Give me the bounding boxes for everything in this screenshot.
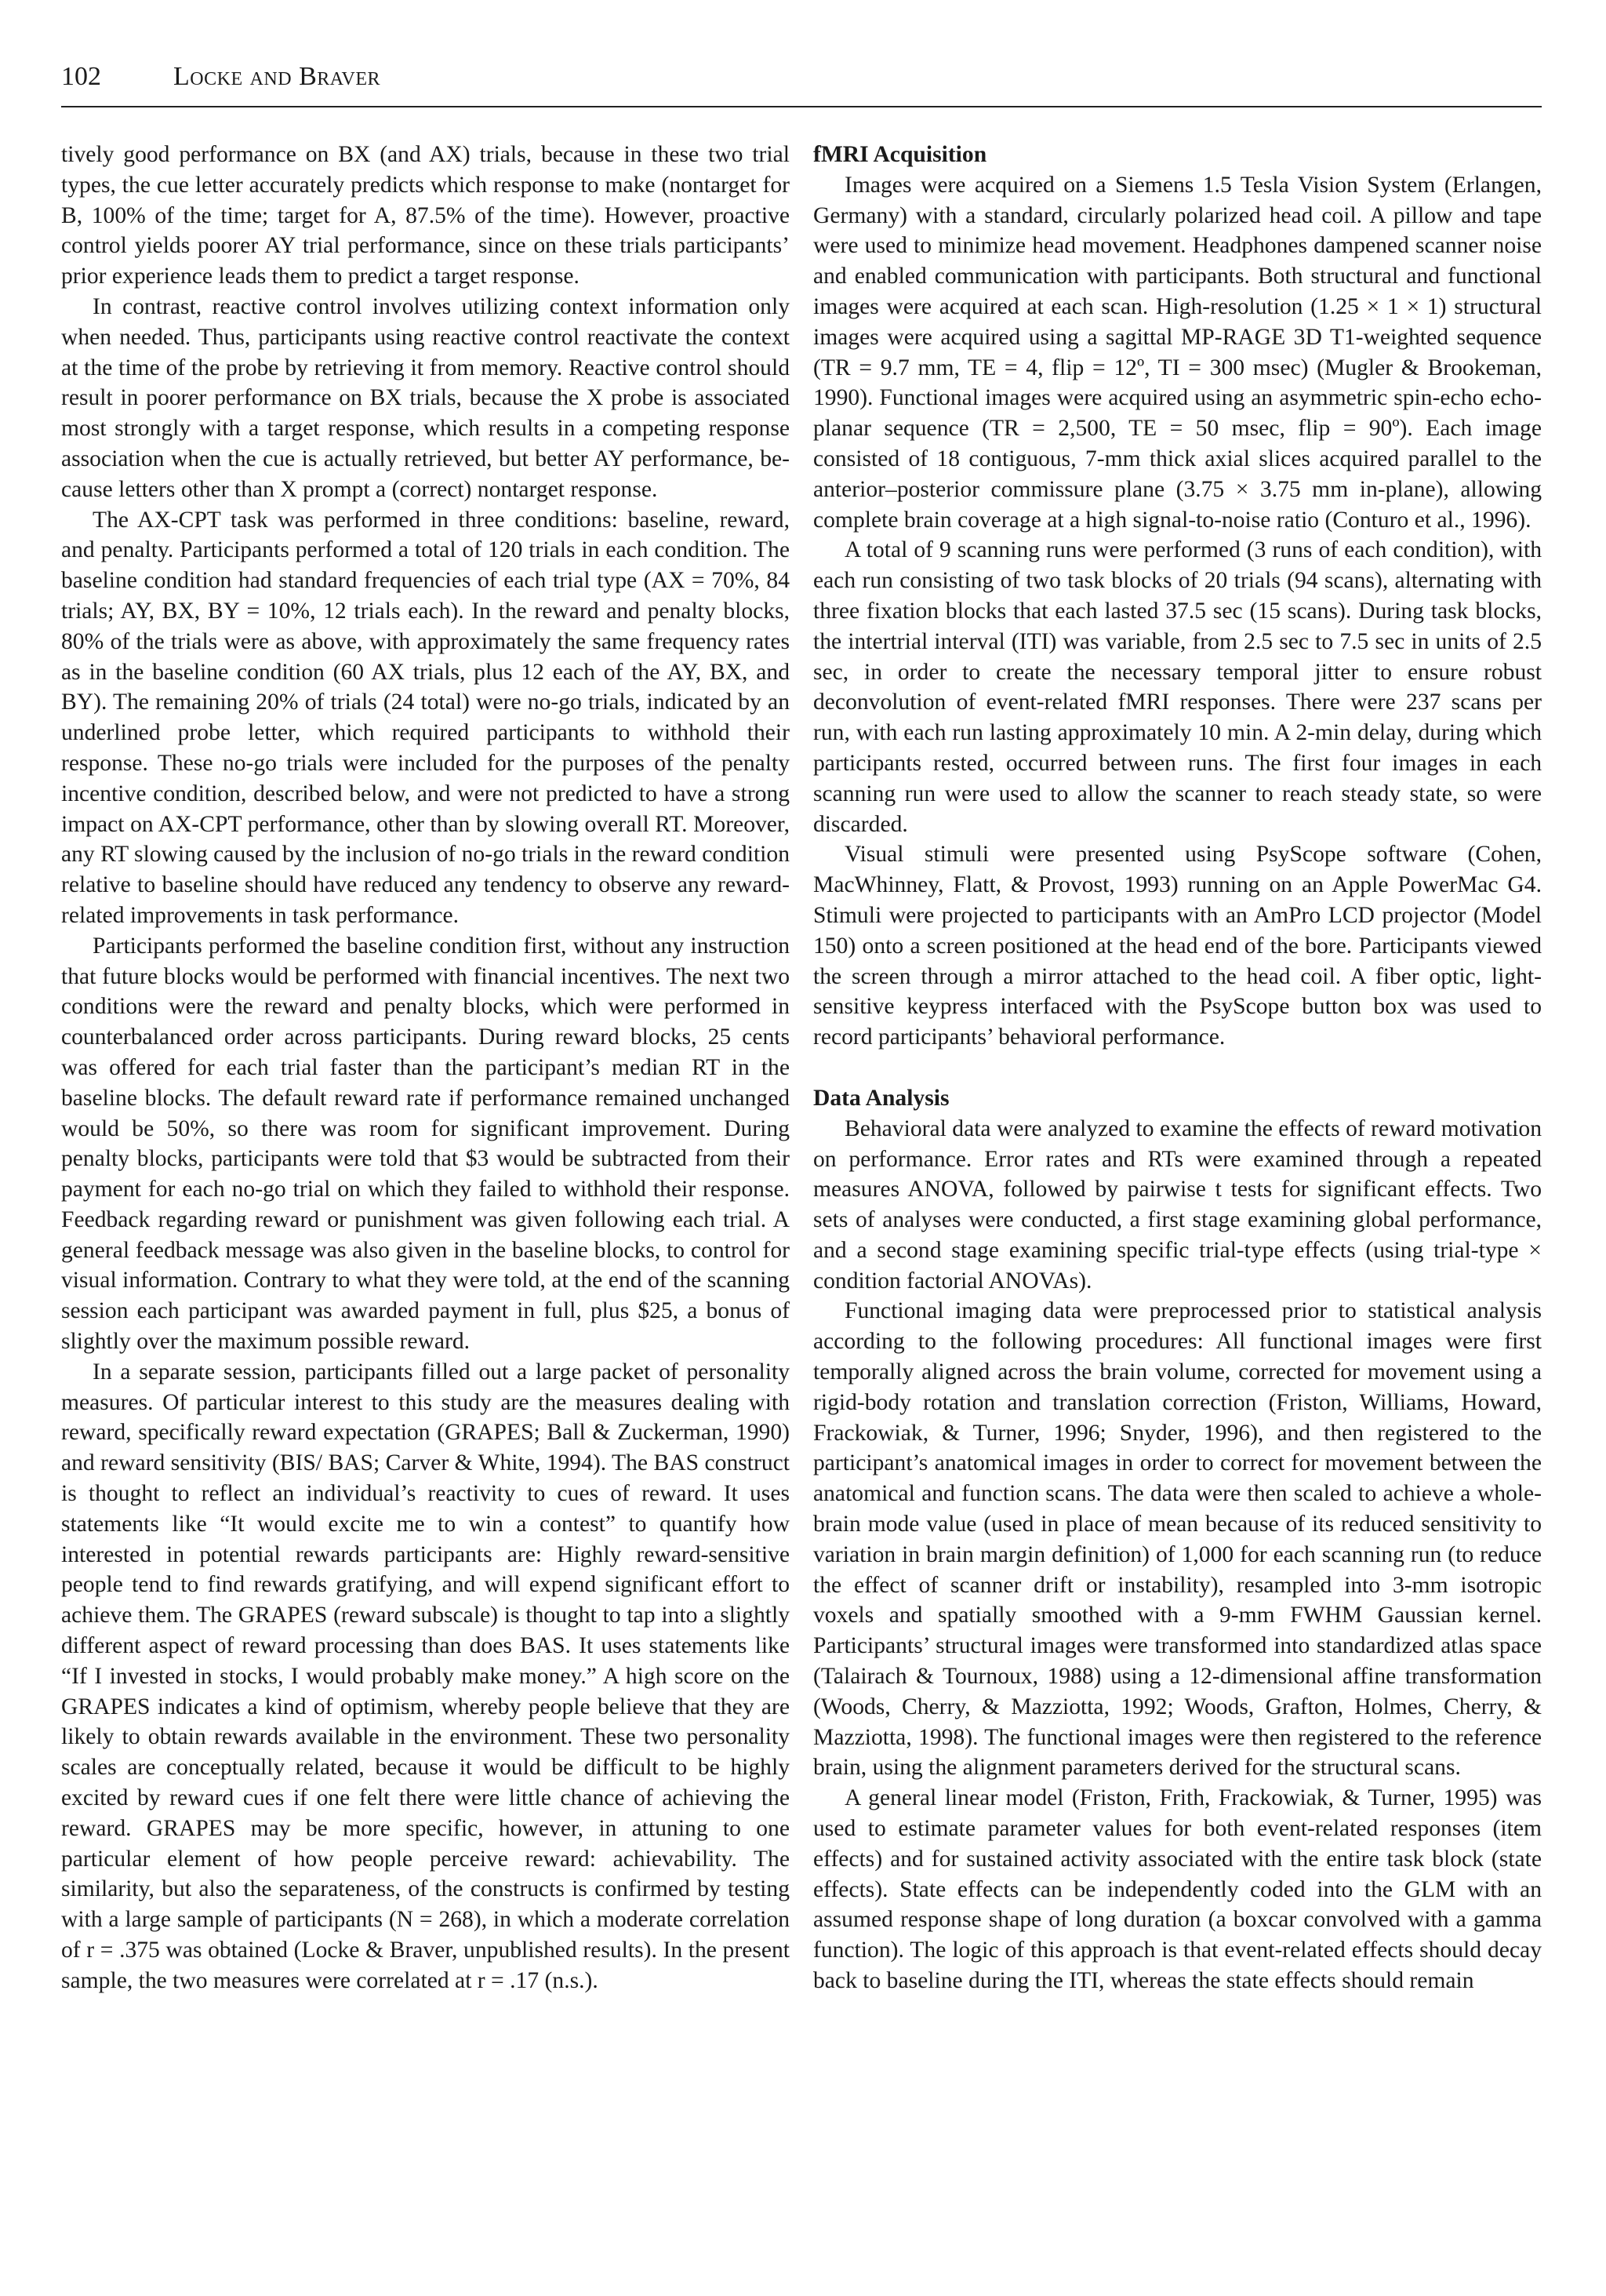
- body-paragraph: Functional imaging data were preprocessed prior to statistical analysis according to the following procedures: All functional images were first temporally aligned across the brain volume, corrected for movement using a rigid-body rotation and translation correction (Friston, Williams, Howard, Frackowiak, & Turner, 1996; Snyder, 1996), and then registered to the participant’s anatomical images in order to correct for movement between the anatomical and function scans. The data were then scaled to achieve a whole-brain mode value (used in place of mean because of its reduced sensitivity to variation in brain margin definition) of 1,000 for each scanning run (to reduce the effect of scanner drift or instability), resampled into 3-mm isotropic voxels and spatially smoothed with a 9-mm FWHM Gaussian kernel. Participants’ structural images were transformed into standardized atlas space (Talairach & Tournoux, 1988) using a 12-dimensional affine transformation (Woods, Cherry, & Mazziotta, 1992; Woods, Grafton, Holmes, Cherry, & Mazziotta, 1998). The functional images were then registered to the reference brain, using the alignment parameters derived for the structural scans.: [813, 1298, 1542, 1781]
- body-paragraph: Behavioral data were analyzed to examine the effects of reward motivation on performance. Error rates and RTs were examined through a repeated measures ANOVA, followed by pairwise t tests for significant effects. Two sets of analyses were conducted, a first stage examining global performance, and a second stage examining specific trial-type effects (using trial-type × condition factorial ANOVAs).: [813, 1115, 1542, 1294]
- header-rule: [61, 106, 1542, 107]
- body-paragraph: A total of 9 scanning runs were performed (3 runs of each condition), with each run consisting of two task blocks of 20 trials (94 scans), alternating with three fixation blocks that each lasted 37.5 sec (15 scans). During task blocks, the intertrial interval (ITI) was variable, from 2.5 sec to 7.5 sec in units of 2.5 sec, in order to create the necessary temporal jitter to ensure robust deconvolution of event-related fMRI responses. There were 237 scans per run, with each run lasting approximately 10 min. A 2-min delay, during which participants rested, occurred between runs. The first four images in each scanning run were used to allow the scanner to reach steady state, so were discarded.: [813, 537, 1542, 837]
- page-number: 102: [61, 62, 101, 91]
- section-heading-data-analysis: Data Analysis: [813, 1085, 950, 1111]
- right-column: [813, 140, 1542, 1996]
- body-paragraph: Visual stimuli were presented using PsyScope software (Cohen, MacWhinney, Flatt, & Provost, 1993) running on an Apple PowerMac G4. Stimuli were projected to participants with an AmPro LCD projector (Model 150) onto a screen positioned at the head end of the bore. Participants viewed the screen through a mirror attached to the head coil. A fiber optic, light-sensitive keypress interfaced with the PsyScope button box was used to record participants’ behavioral performance.: [813, 842, 1542, 1050]
- body-paragraph: The AX-CPT task was performed in three conditions: baseline, reward, and penalty. Participants performed a total of 120 trials in each condition. The baseline condition had standard frequencies of each trial type (AX = 70%, 84 trials; AY, BX, BY = 10%, 12 trials each). In the reward and penalty blocks, 80% of the trials were as above, with approximately the same frequency rates as in the baseline condition (60 AX trials, plus 12 each of the AY, BX, and BY). The remaining 20% of trials (24 total) were no-go trials, indicated by an underlined probe letter, which required participants to withhold their response. These no-go trials were included for the purposes of the penalty incentive condition, described below, and were not predicted to have a strong impact on AX-CPT performance, other than by slowing overall RT. Moreover, any RT slowing caused by the inclusion of no-go trials in the reward condition relative to baseline should have reduced any tendency to observe any reward-related improvements in task performance.: [61, 507, 790, 928]
- body-paragraph: tively good performance on BX (and AX) trials, because in these two trial types, the cue letter accurately predicts which response to make (nontarget for B, 100% of the time; target for A, 87.5% of the time). However, proactive control yields poorer AY trial performance, since on these trials participants’ prior experience leads them to predict a target response.: [61, 142, 790, 289]
- section-heading-fmri-acquisition: fMRI Acquisition: [813, 142, 987, 167]
- body-paragraph: A general linear model (Friston, Frith, Frackowiak, & Turner, 1995) was used to estimate parameter values for both event-related responses (item effects) and for sustained activity associated with the entire task block (state effects). State effects can be independently coded into the GLM with an assumed response shape of long duration (a boxcar convolved with a gamma function). The logic of this approach is that event-related effects should decay back to baseline during the ITI, whereas the state effects should remain: [813, 1785, 1542, 1994]
- body-paragraph: In a separate session, participants filled out a large packet of personality measures. Of particular interest to this study are the measures dealing with reward, specifically reward expectation (GRAPES; Ball & Zuckerman, 1990) and reward sensitivity (BIS/ BAS; Carver & White, 1994). The BAS construct is thought to reflect an individual’s reactivity to cues of reward. It uses statements like “It would excite me to win a contest” to quantify how interested in potential rewards participants are: Highly reward-sensitive people tend to find rewards gratifying, and will expend significant effort to achieve them. The GRAPES (reward subscale) is thought to tap into a slightly different aspect of reward processing than does BAS. It uses statements like “If I invested in stocks, I would probably make money.” A high score on the GRAPES indicates a kind of optimism, whereby people believe that they are likely to obtain rewards available in the environment. These two personality scales are conceptually related, because it would be difficult to be highly excited by reward cues if one felt there were little chance of achieving the reward. GRAPES may be more specific, however, in attuning to one particular element of how people perceive reward: achievability. The similarity, but also the separateness, of the constructs is confirmed by testing with a large sample of participants (N = 268), in which a moderate correlation of r = .375 was obtained (Locke & Braver, unpublished results). In the present sample, the two measures were correlated at r = .17 (n.s.).: [61, 1359, 790, 1993]
- page-header: [61, 61, 1542, 102]
- body-paragraph: In contrast, reactive control involves utilizing context information only when needed. Thus, participants using reactive control reactivate the context at the time of the probe by retrieving it from memory. Reactive control should result in poorer performance on BX trials, because the X probe is associated most strongly with a target response, which results in a competing response association when the cue is actually retrieved, but better AY performance, because letters other than X prompt a (correct) nontarget response.: [61, 293, 790, 502]
- left-column: [61, 140, 790, 1996]
- body-paragraph: Participants performed the baseline condition first, without any instruction that future blocks would be performed with financial incentives. The next two conditions were the reward and penalty blocks, which were performed in counterbalanced order across participants. During reward blocks, 25 cents was offered for each trial faster than the participant’s median RT in the baseline blocks. The default reward rate if performance remained unchanged would be 50%, so there was room for significant improvement. During penalty blocks, participants were told that $3 would be subtracted from their payment for each no-go trial on which they failed to withhold their response. Feedback regarding reward or punishment was given following each trial. A general feedback message was also given in the baseline blocks, to control for visual information. Contrary to what they were told, at the end of the scanning session each participant was awarded payment in full, plus $25, a bonus of slightly over the maximum possible reward.: [61, 933, 790, 1355]
- body-paragraph: Images were acquired on a Siemens 1.5 Tesla Vision System (Erlangen, Germany) with a standard, circularly polarized head coil. A pillow and tape were used to minimize head movement. Headphones dampened scanner noise and enabled communication with participants. Both structural and functional images were acquired at each scan. High-resolution (1.25 × 1 × 1) structural images were acquired using a sagittal MP-RAGE 3D T1-weighted sequence (TR = 9.7 mm, TE = 4, flip = 12º, TI = 300 msec) (Mugler & Brookeman, 1990). Functional images were acquired using an asymmetric spin-echo echo-planar sequence (TR = 2,500, TE = 50 msec, flip = 90º). Each image consisted of 18 contiguous, 7-mm thick axial slices acquired parallel to the anterior–posterior commissure plane (3.75 × 3.75 mm in-plane), allowing complete brain coverage at a high signal-to-noise ratio (Conturo et al., 1996).: [813, 172, 1542, 533]
- running-head: Locke and Braver: [173, 62, 381, 91]
